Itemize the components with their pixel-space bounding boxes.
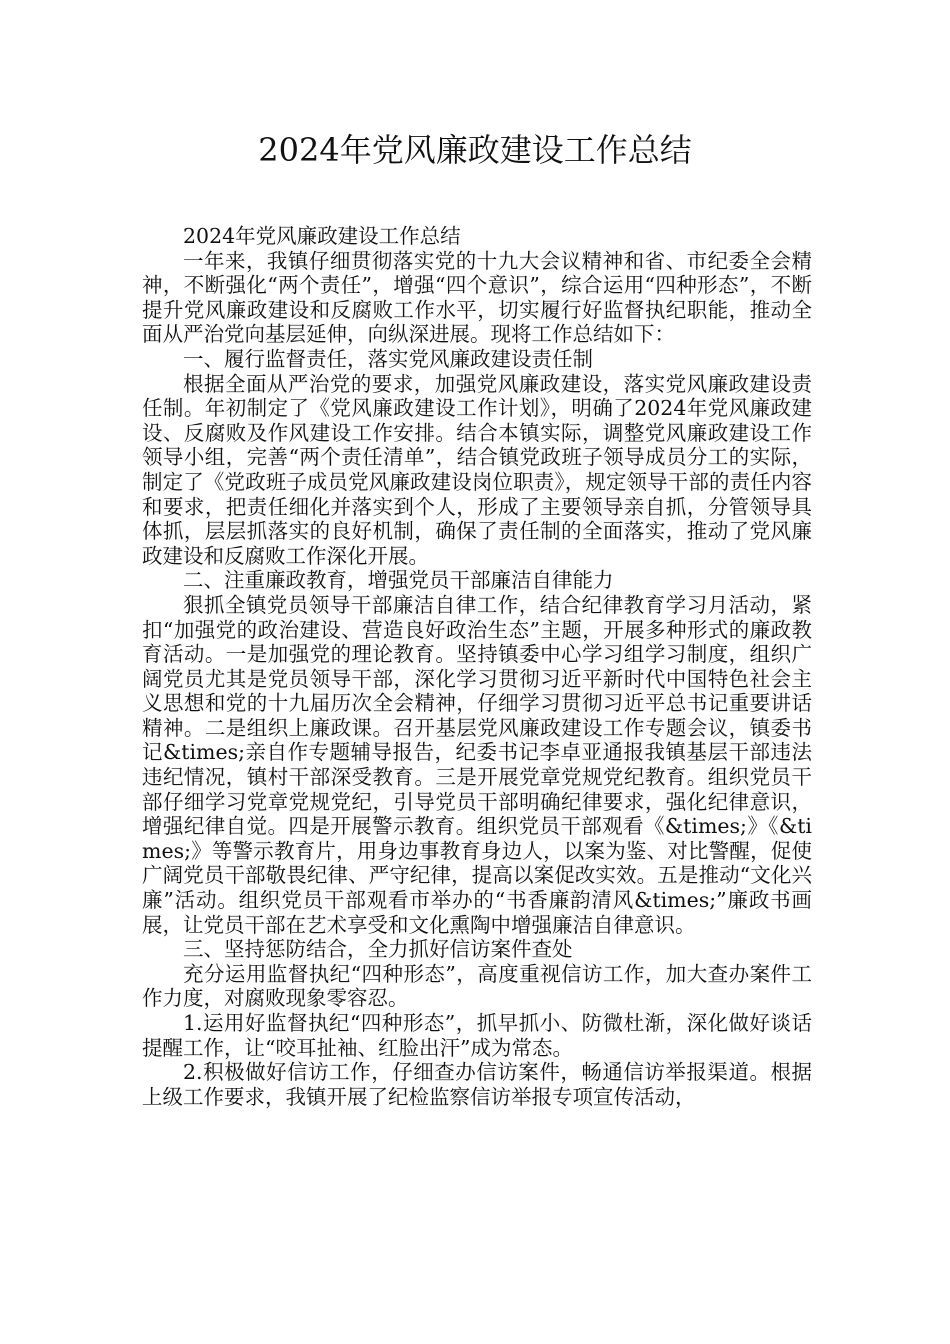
body-subtitle: 2024年党风廉政建设工作总结 bbox=[183, 224, 461, 248]
section-heading-2: 二、注重廉政教育，增强党员干部廉洁自律能力 bbox=[183, 568, 614, 593]
section-heading-1: 一、履行监督责任，落实党风廉政建设责任制 bbox=[183, 346, 593, 371]
section-heading-3: 三、坚持惩防结合，全力抓好信访案件查处 bbox=[183, 937, 573, 962]
section-paragraph-3: 充分运用监督执纪“四种形态”，高度重视信访工作，加大查办案件工作力度，对腐败现象零容忍。 bbox=[142, 961, 812, 1011]
section-paragraph-1: 根据全面从严治党的要求，加强党风廉政建设，落实党风廉政建设责任制。年初制定了《党风廉政建设工作计划》，明确了2024年党风廉政建设、反腐败及作风建设工作安排。结合本镇实际，调整党风廉政建设工作领导小组，完善“两个责任清单”，结合镇党政班子领导成员分工的实际，制定了《党政班子成员党风廉政建设岗位职责》，规定领导干部的责任内容和要求，把责任细化并落实到个人，形成了主要领导亲自抓，分管领导具体抓，层层抓落实的良好机制，确保了责任制的全面落实，推动了党风廉政建设和反腐败工作深化开展。 bbox=[142, 371, 812, 568]
section-paragraph-2: 狠抓全镇党员领导干部廉洁自律工作，结合纪律教育学习月活动，紧扣“加强党的政治建设、营造良好政治生态”主题，开展多种形式的廉政教育活动。一是加强党的理论教育。坚持镇委中心学习组学习制度，组织广阔党员尤其是党员领导干部，深化学习贯彻习近平新时代中国特色社会主义思想和党的十九届历次全会精神，仔细学习贯彻习近平总书记重要讲话精神。二是组织上廉政课。召开基层党风廉政建设工作专题会议，镇委书记&times;亲自作专题辅导报告，纪委书记李卓亚通报我镇基层干部违法违纪情况，镇村干部深受教育。三是开展党章党规党纪教育。组织党员干部仔细学习党章党规党纪，引导党员干部明确纪律要求，强化纪律意识，增强纪律自觉。四是开展警示教育。组织党员干部观看《&times;》《&times;》等警示教育片，用身边事教育身边人，以案为鉴、对比警醒，促使广阔党员干部敬畏纪律、严守纪律，提高以案促改实效。五是推动“文化兴廉”活动。组织党员干部观看市举办的“书香廉韵清风&times;”廉政书画展，让党员干部在艺术享受和文化熏陶中增强廉洁自律意识。 bbox=[142, 592, 812, 937]
document-body bbox=[142, 224, 812, 1109]
list-item-2: 2.积极做好信访工作，仔细查办信访案件，畅通信访举报渠道。根据上级工作要求，我镇开展了纪检监察信访举报专项宣传活动， bbox=[142, 1060, 812, 1109]
intro-paragraph: 一年来，我镇仔细贯彻落实党的十九大会议精神和省、市纪委全会精神，不断强化“两个责任”，增强“四个意识”，综合运用“四种形态”，不断提升党风廉政建设和反腐败工作水平，切实履行好监督执纪职能，推动全面从严治党向基层延伸，向纵深进展。现将工作总结如下： bbox=[142, 248, 812, 347]
document-title: 2024年党风廉政建设工作总结 bbox=[258, 131, 692, 169]
list-item-1: 1.运用好监督执纪“四种形态”，抓早抓小、防微杜渐，深化做好谈话提醒工作，让“咬耳扯袖、红脸出汗”成为常态。 bbox=[142, 1011, 812, 1060]
